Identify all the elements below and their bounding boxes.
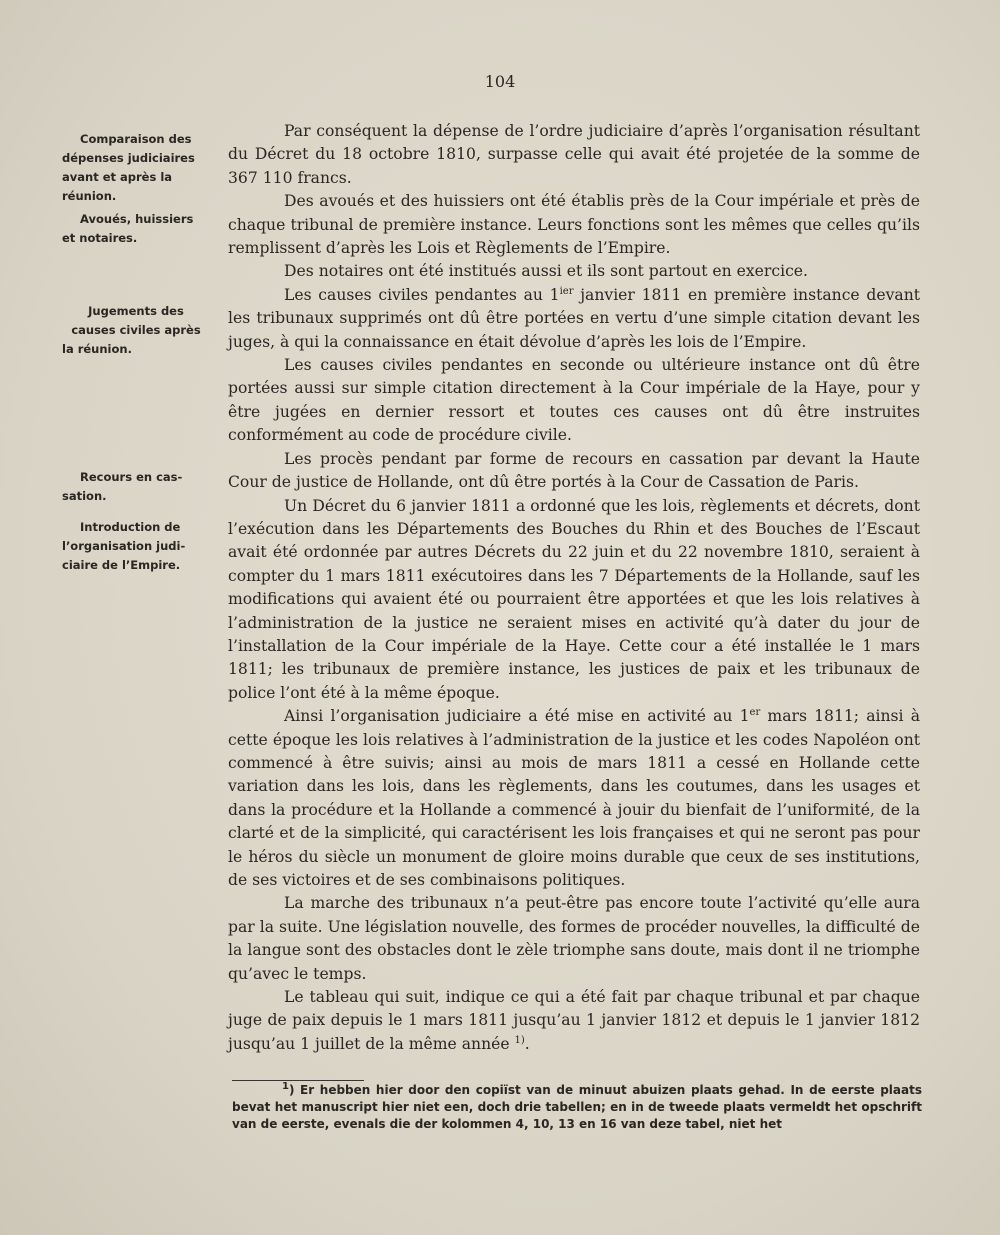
- paragraph-causes-seconde-instance: Les causes civiles pendantes en seconde ou ultérieure instance ont dû être portées aussi sur simple citation directement à la Cour impériale de la Haye, pour y être jugées en dernier ressort et toutes ces causes ont dû être instruites conformément au code de procédure civile.: [228, 356, 920, 445]
- footnote-rule: [232, 1080, 364, 1081]
- margin-note-comparison: [62, 130, 210, 206]
- paragraph-notaires: Des notaires ont été institués aussi et ils sont partout en exercice.: [284, 262, 808, 281]
- margin-note-line: et notaires.: [62, 231, 138, 245]
- margin-note-line: causes civiles après: [71, 323, 201, 337]
- paragraph-decret: Un Décret du 6 janvier 1811 a ordonné que les lois, règlements et décrets, dont l’exécution dans les Départements des Bouches du Rhin et des Bouches de l’Escaut avait été ordonnée par autres Décrets du 22 juin et du 22 novembre 1810, seraient à compter du 1 mars 1811 exécutoires dans les 7 Départements de la Hollande, sauf les modifications qui avaient été ou pourraient être apportées et que les lois relatives à l’administration de la justice ne seraient mises en activité qu’à dater du jour de l’installation de la Cour impériale de la Haye. Cette cour a été installée le 1 mars 1811; les tribunaux de première instance, les justices de paix et les tribunaux de police l’ont été à la même époque.: [228, 496, 920, 702]
- body-text: [228, 120, 920, 1056]
- paragraph-marche: La marche des tribunaux n’a peut-être pas encore toute l’activité qu’elle aura par la suite. Une législation nouvelle, des formes de procéder nouvelles, la difficulté de la langue sont des obstacles dont le zèle triomphe sans doute, mais dont il ne triomphe qu’avec le temps.: [228, 894, 920, 983]
- margin-note-line: Comparaison des: [80, 132, 192, 146]
- paragraph-causes-premiere-instance: Les causes civiles pendantes au $1^{ier}$ janvier 1811 en première instance devant les tribunaux supprimés ont dû être portées en vertu d’une simple citation devant les juges, à qui la connaissance en était dévolue d’après les lois de l’Empire.: [228, 285, 920, 351]
- margin-note-line: dépenses judiciaires: [62, 151, 195, 165]
- margin-note-avoues: [62, 210, 210, 248]
- paragraph-organisation: Ainsi l’organisation judiciaire a été mise en activité au 1er mars 1811; ainsi à cette époque les lois relatives à l’administration de la justice et les codes Napoléon ont commencé à être suivis; ainsi au mois de mars 1811 a cessé en Hollande cette variation dans les lois, dans les règlements, dans les coutumes, dans les usages et dans la procédure et la Hollande a commencé à jouir du bienfait de l’uniformité, de la clarté et de la simplicité, qui caractérisent les lois françaises et qui ne seront pas pour le héros du siècle un monument de gloire moins durable que ceux de ses institutions, de ses victoires et de ses combinaisons politiques.: [228, 706, 921, 889]
- margin-note-line: Avoués, huissiers: [80, 212, 194, 226]
- margin-note-line: Jugements des: [88, 304, 184, 318]
- page-number: 104: [484, 72, 516, 91]
- footnote-text: $^1$) Er hebben hier door den copiïst van de minuut abuizen plaats gehad. In de eerste plaats bevat het manuscript hier niet een, doch drie tabellen; en in de tweede plaats vermeldt het opschrift van de eerste, evenals die der kolommen 4, 10, 13 en 16 van deze tabel, niet het: [232, 1081, 922, 1131]
- paragraph-avoues: Des avoués et des huissiers ont été établis près de la Cour impériale et près de chaque tribunal de première instance. Leurs fonctions sont les mêmes que celles qu’ils remplissent d’après les Lois et Règlements de l’Empire.: [228, 192, 920, 258]
- margin-note-line: Recours en cas-: [80, 470, 183, 484]
- paragraph-tableau: Le tableau qui suit, indique ce qui a été fait par chaque tribunal et par chaque juge de paix depuis le 1 mars 1811 jusqu’au 1 janvier 1812 et depuis le 1 janvier 1812 jusqu’au 1 juillet de la même année $^{1)}$.: [228, 988, 920, 1053]
- footnote: [232, 1082, 922, 1133]
- paragraph-depense: Par conséquent la dépense de l’ordre judiciaire d’après l’organisation résultant du Décret du 18 octobre 1810, surpasse celle qui avait été projetée de la somme de 367 110 francs.: [228, 122, 920, 187]
- margin-note-line: sation.: [62, 489, 107, 503]
- margin-note-line: ciaire de l’Empire.: [62, 558, 181, 572]
- margin-note-jugements: [62, 302, 210, 359]
- margin-note-introduction: [62, 518, 210, 575]
- margin-note-line: réunion.: [62, 189, 117, 203]
- margin-note-line: Introduction de: [80, 520, 181, 534]
- paragraph-cassation: Les procès pendant par forme de recours en cassation par devant la Haute Cour de justice de Hollande, ont dû être portés à la Cour de Cassation de Paris.: [228, 449, 920, 492]
- margin-note-line: avant et après la: [62, 170, 173, 184]
- margin-note-recours: [62, 468, 210, 506]
- margin-note-line: la réunion.: [62, 342, 132, 356]
- margin-note-line: l’organisation judi-: [62, 539, 186, 553]
